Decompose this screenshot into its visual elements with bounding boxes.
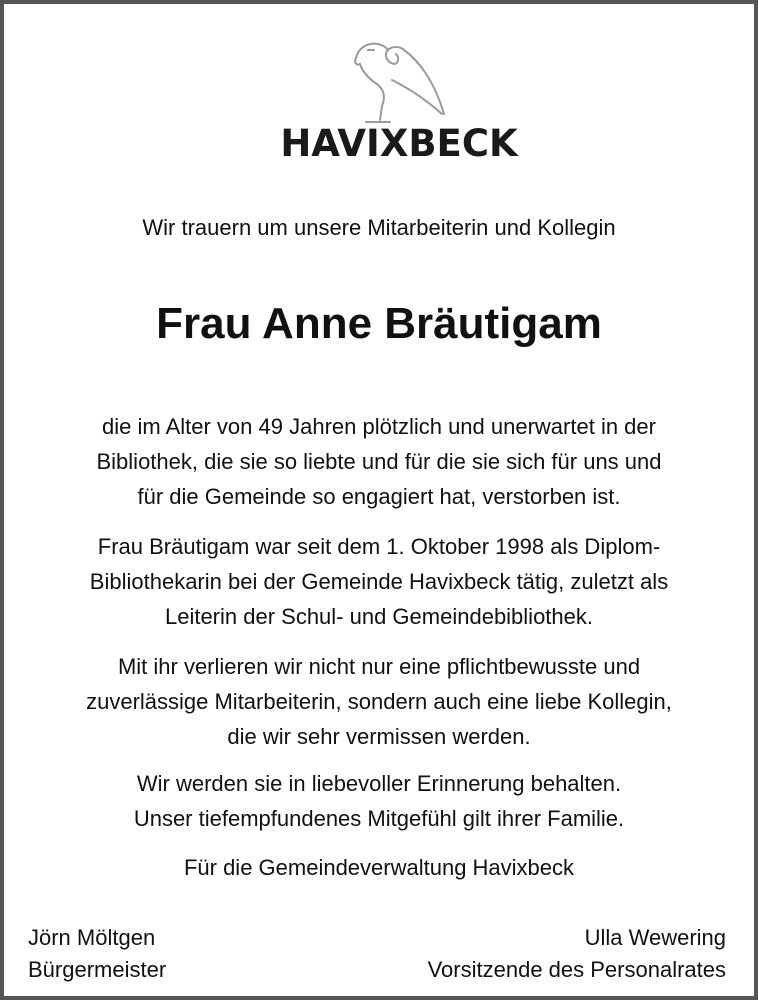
intro-text: Wir trauern um unsere Mitarbeiterin und Kollegin <box>142 215 616 240</box>
signatory-name: Ulla Wewering <box>584 925 726 950</box>
text-line: für die Gemeinde so engagiert hat, verstorben ist. <box>137 484 621 509</box>
falcon-icon <box>344 36 454 126</box>
logo-wordmark: HAVIXBECK <box>280 122 518 165</box>
text-line: zuverlässige Mitarbeiterin, sondern auch eine liebe Kollegin, <box>86 689 672 714</box>
text-line: Bibliothekarin bei der Gemeinde Havixbeck tätig, zuletzt als <box>89 569 669 594</box>
text-line: Mit ihr verlieren wir nicht nur eine pflichtbewusste und <box>117 654 641 679</box>
signature-left <box>28 922 166 986</box>
signatory-name: Jörn Möltgen <box>28 925 156 950</box>
text-line: Unser tiefempfundenes Mitgefühl gilt ihrer Familie. <box>133 806 625 831</box>
organization-line: Für die Gemeindeverwaltung Havixbeck <box>183 855 575 880</box>
text-line: Frau Bräutigam war seit dem 1. Oktober 1998 als Diplom- <box>97 534 661 559</box>
paragraph-circumstances <box>24 409 734 514</box>
deceased-name: Frau Anne Bräutigam <box>156 299 602 348</box>
signatory-role: Vorsitzende des Personalrates <box>427 957 726 982</box>
havixbeck-logo <box>274 36 524 166</box>
paragraph-remembrance <box>24 766 734 836</box>
text-line: Bibliothek, die sie so liebte und für die sie sich für uns und <box>96 449 662 474</box>
text-line: Wir werden sie in liebevoller Erinnerung behalten. <box>136 771 622 796</box>
text-line: Leiterin der Schul- und Gemeindebibliothek. <box>164 604 594 629</box>
paragraph-loss <box>24 649 734 754</box>
text-line: die wir sehr vermissen werden. <box>227 724 531 749</box>
signatory-role: Bürgermeister <box>28 957 167 982</box>
text-line: die im Alter von 49 Jahren plötzlich und unerwartet in der <box>102 414 656 439</box>
signature-right <box>428 922 726 986</box>
paragraph-career <box>24 529 734 634</box>
